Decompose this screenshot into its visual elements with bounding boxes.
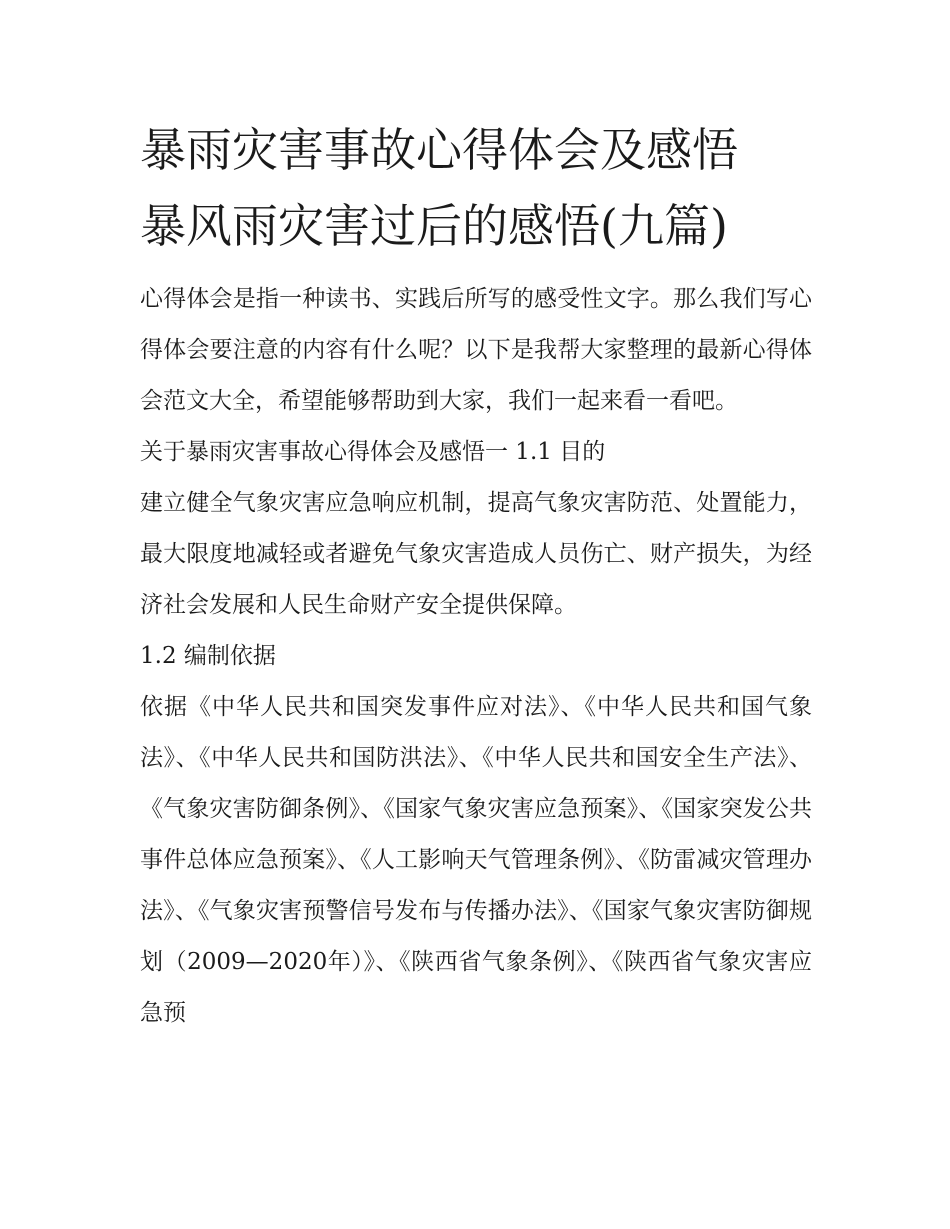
basis-paragraph: 依据《中华人民共和国突发事件应对法》、《中华人民共和国气象法》、《中华人民共和国防洪法》、《中华人民共和国安全生产法》、《气象灾害防御条例》、《国家气象灾害应急预案》、《国家突发公共事件总体应急预案》、《人工影响天气管理条例》、《防雷减灾管理办法》、《气象灾害预警信号发布与传播办法》、《国家气象灾害防御规划（2009—2020年）》、《陕西省气象条例》、《陕西省气象灾害应急预 <box>140 694 812 1026</box>
title-line-1: 暴雨灾害事故心得体会及感悟 <box>140 123 738 177</box>
intro-paragraph: 心得体会是指一种读书、实践后所写的感受性文字。那么我们写心得体会要注意的内容有什么呢？以下是我帮大家整理的最新心得体会范文大全，希望能够帮助到大家，我们一起来看一看吧。 <box>140 286 812 414</box>
purpose-paragraph: 建立健全气象灾害应急响应机制，提高气象灾害防范、处置能力，最大限度地减轻或者避免气象灾害造成人员伤亡、财产损失，为经济社会发展和人民生命财产安全提供保障。 <box>140 490 812 618</box>
document-title <box>140 112 812 264</box>
title-line-2: 暴风雨灾害过后的感悟(九篇) <box>140 199 728 253</box>
document-page <box>140 112 812 1039</box>
section-heading-purpose: 关于暴雨灾害事故心得体会及感悟一 1.1 目的 <box>140 439 606 465</box>
section-heading-basis: 1.2 编制依据 <box>140 643 276 669</box>
